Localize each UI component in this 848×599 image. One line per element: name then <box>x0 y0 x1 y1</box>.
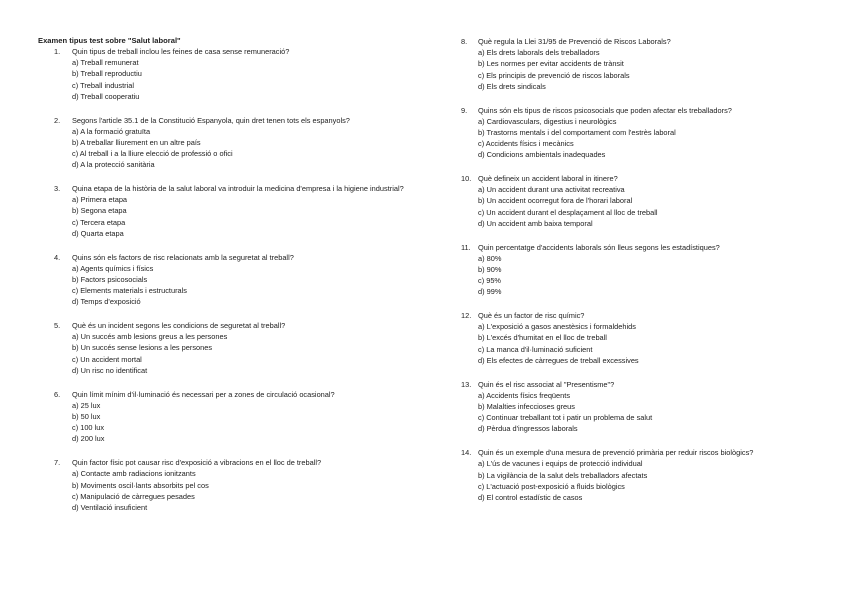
option: a) Un succés amb lesions greus a les persones <box>72 332 228 342</box>
option: d) Els efectes de càrregues de treball excessives <box>478 355 639 365</box>
option: c) 100 lux <box>72 423 105 433</box>
question-13 <box>461 379 831 435</box>
option: d) El control estadístic de casos <box>478 492 583 502</box>
question-number: 2. <box>54 115 61 125</box>
question-number: 7. <box>54 458 61 468</box>
option: a) L'ús de vacunes i equips de protecció individual <box>478 459 643 469</box>
option: d) Un risc no identificat <box>72 365 148 375</box>
question-number: 12. <box>461 311 472 321</box>
option: c) Un accident durant el desplaçament al lloc de treball <box>478 207 658 217</box>
option: b) Les normes per evitar accidents de trànsit <box>478 59 624 69</box>
question-4 <box>38 252 408 308</box>
options-list <box>461 116 831 161</box>
question-8 <box>461 36 831 92</box>
question-1 <box>38 46 408 102</box>
options-list <box>38 126 408 171</box>
option: c) Elements materials i estructurals <box>72 286 187 296</box>
options-list <box>461 47 831 92</box>
question-text: Quin és el risc associat al "Presentisme"? <box>478 379 615 389</box>
option: a) A la formació gratuïta <box>72 126 151 136</box>
options-list <box>38 468 408 513</box>
option: a) Cardiovasculars, digestius i neurològics <box>478 116 617 126</box>
option: c) Els principis de prevenció de riscos laborals <box>478 70 630 80</box>
option: d) Pèrdua d'ingressos laborals <box>478 424 578 434</box>
question-number: 11. <box>461 242 471 252</box>
option: b) Moviments oscil·lants absorbits pel cos <box>72 480 209 490</box>
option: c) Accidents físics i mecànics <box>478 139 574 149</box>
option: b) Un succés sense lesions a les persones <box>72 343 213 353</box>
option: a) 80% <box>478 253 502 263</box>
option: d) 200 lux <box>72 434 105 444</box>
question-number: 6. <box>54 389 61 399</box>
option: c) La manca d'il·luminació suficient <box>478 344 593 354</box>
option: b) Factors psicosocials <box>72 274 148 284</box>
options-list <box>461 184 831 229</box>
option: c) Manipulació de càrregues pesades <box>72 491 195 501</box>
question-number: 9. <box>461 105 468 115</box>
option: b) 50 lux <box>72 411 101 421</box>
question-number: 10. <box>461 174 472 184</box>
question-2 <box>38 115 408 171</box>
option: b) Segona etapa <box>72 206 127 216</box>
question-text: Quins són els factors de risc relacionats amb la seguretat al treball? <box>72 252 294 262</box>
options-list <box>38 400 408 445</box>
options-list <box>461 458 831 503</box>
question-12 <box>461 310 831 366</box>
options-list <box>38 331 408 376</box>
option: d) Un accident amb baixa temporal <box>478 218 593 228</box>
option: d) A la protecció sanitària <box>72 160 155 170</box>
question-text: Quin és un exemple d'una mesura de prevenció primària per reduir riscos biològics? <box>478 448 754 458</box>
option: a) Un accident durant una activitat recreativa <box>478 185 625 195</box>
option: d) Condicions ambientals inadequades <box>478 150 606 160</box>
option: a) Agents químics i físics <box>72 263 154 273</box>
question-11 <box>461 242 831 298</box>
options-list <box>461 253 831 298</box>
question-text: Quina etapa de la història de la salut laboral va introduir la medicina d'empresa i la higiene industrial? <box>72 184 404 194</box>
question-number: 8. <box>461 37 468 46</box>
question-text: Què és un factor de risc químic? <box>478 311 585 321</box>
question-5 <box>38 320 408 376</box>
options-list <box>38 57 408 102</box>
question-text: Segons l'article 35.1 de la Constitució Espanyola, quin dret tenen tots els espanyols? <box>72 115 350 125</box>
question-number: 13. <box>461 379 472 389</box>
option: a) Treball remunerat <box>72 58 139 68</box>
option: d) Ventilació insuficient <box>72 502 148 512</box>
question-text: Què regula la Llei 31/95 de Prevenció de Riscos Laborals? <box>478 37 671 46</box>
question-14 <box>461 447 831 503</box>
option: b) Un accident ocorregut fora de l'horari laboral <box>478 196 633 206</box>
question-text: Quin percentatge d'accidents laborals són lleus segons les estadístiques? <box>478 242 720 252</box>
question-number: 4. <box>54 252 61 262</box>
option: a) 25 lux <box>72 400 101 410</box>
option: a) L'exposició a gasos anestèsics i formaldehids <box>478 322 636 332</box>
question-7 <box>38 457 408 513</box>
question-9 <box>461 105 831 161</box>
options-list <box>461 390 831 435</box>
option: b) Treball reproductiu <box>72 69 142 79</box>
options-list <box>38 194 408 239</box>
option: a) Contacte amb radiacions ionitzants <box>72 469 196 479</box>
question-number: 1. <box>54 47 61 56</box>
question-number: 5. <box>54 321 61 331</box>
option: b) Trastorns mentals i del comportament com l'estrès laboral <box>478 127 676 137</box>
option: b) Malalties infeccioses greus <box>478 401 575 411</box>
question-text: Quins són els tipus de riscos psicosocials que poden afectar els treballadors? <box>478 105 732 115</box>
option: d) Treball cooperatiu <box>72 91 140 101</box>
left-column <box>38 36 408 513</box>
option: b) La vigilància de la salut dels treballadors afectats <box>478 470 648 480</box>
right-column <box>461 36 831 503</box>
option: c) Treball industrial <box>72 80 135 90</box>
option: d) Els drets sindicals <box>478 81 546 91</box>
exam-title: Examen tipus test sobre "Salut laboral" <box>38 36 181 45</box>
option: d) 99% <box>478 287 502 297</box>
option: c) Tercera etapa <box>72 217 126 227</box>
option: b) L'excés d'humitat en el lloc de treball <box>478 333 607 343</box>
question-3 <box>38 183 408 239</box>
option: c) Al treball i a la lliure elecció de professió o ofici <box>72 149 233 159</box>
option: c) L'actuació post-exposició a fluids biològics <box>478 481 625 491</box>
question-6 <box>38 389 408 445</box>
option: a) Primera etapa <box>72 195 128 205</box>
question-text: Quin límit mínim d'il·luminació és necessari per a zones de circulació ocasional? <box>72 389 335 399</box>
option: d) Temps d'exposició <box>72 297 141 307</box>
option: d) Quarta etapa <box>72 228 124 238</box>
question-number: 3. <box>54 184 61 194</box>
question-text: Què defineix un accident laboral in itinere? <box>478 174 618 184</box>
options-list <box>461 321 831 366</box>
question-text: Quin tipus de treball inclou les feines de casa sense remuneració? <box>72 47 290 56</box>
options-list <box>38 263 408 308</box>
option: a) Els drets laborals dels treballadors <box>478 48 600 58</box>
option: c) Un accident mortal <box>72 354 142 364</box>
question-text: Què és un incident segons les condicions de seguretat al treball? <box>72 321 286 331</box>
option: b) 90% <box>478 264 502 274</box>
option: c) Continuar treballant tot i patir un problema de salut <box>478 413 653 423</box>
question-number: 14. <box>461 448 472 458</box>
question-10 <box>461 173 831 229</box>
option: c) 95% <box>478 276 502 286</box>
option: b) A treballar lliurement en un altre país <box>72 137 201 147</box>
option: a) Accidents físics freqüents <box>478 390 571 400</box>
question-text: Quin factor físic pot causar risc d'exposició a vibracions en el lloc de treball? <box>72 458 322 468</box>
